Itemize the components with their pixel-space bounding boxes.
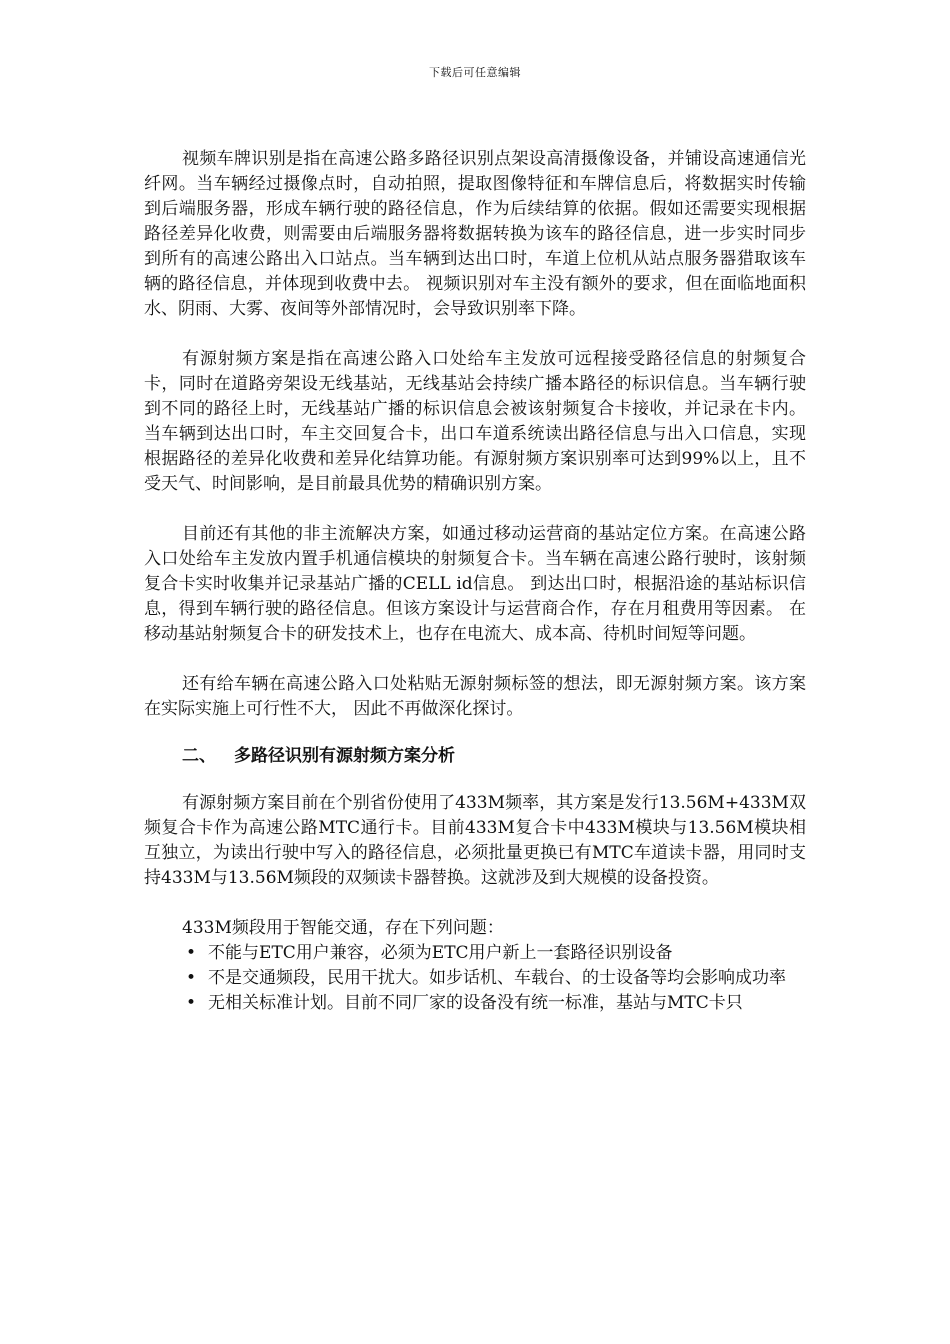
paragraph-433m-problems: 433M频段用于智能交通，存在下列问题：: [182, 918, 504, 938]
list-item: [144, 966, 806, 991]
list-item: [144, 991, 806, 1016]
list-item: [144, 941, 806, 966]
paragraph-other-solutions: 目前还有其他的非主流解决方案，如通过移动运营商的基站定位方案。在高速公路入口处给车主发放内置手机通信模块的射频复合卡。当车辆在高速公路行驶时，该射频复合卡实时收集并记录基站广播的CELL id信息。 到达出口时，根据沿途的基站标识信息，得到车辆行驶的路径信息。但该方案设计与运营商合作，存在月租费用等因素。 在移动基站射频复合卡的研发技术上，也存在电流大、成本高、待机时间短等问题。: [144, 524, 806, 644]
bullet-icon: •: [186, 968, 197, 988]
paragraph-passive-rf: 还有给车辆在高速公路入口处粘贴无源射频标签的想法，即无源射频方案。该方案在实际实施上可行性不大， 因此不再做深化探讨。: [144, 674, 806, 719]
paragraph-video-recognition: 视频车牌识别是指在高速公路多路径识别点架设高清摄像设备，并铺设高速通信光纤网。当车辆经过摄像点时，自动拍照，提取图像特征和车牌信息后，将数据实时传输到后端服务器，形成车辆行驶的路径信息，作为后续结算的依据。假如还需要实现根据路径差异化收费，则需要由后端服务器将数据转换为该车的路径信息，进一步实时同步到所有的高速公路出入口站点。当车辆到达出口时，车道上位机从站点服务器猎取该车辆的路径信息，并体现到收费中去。 视频识别对车主没有额外的要求，但在面临地面积水、阴雨、大雾、夜间等外部情况时，会导致识别率下降。: [144, 149, 806, 319]
paragraph-active-rf: 有源射频方案是指在高速公路入口处给车主发放可远程接受路径信息的射频复合卡，同时在道路旁架设无线基站，无线基站会持续广播本路径的标识信息。当车辆行驶到不同的路径上时，无线基站广播的标识信息会被该射频复合卡接收，并记录在卡内。当车辆到达出口时，车主交回复合卡，出口车道系统读出路径信息与出入口信息，实现根据路径的差异化收费和差异化结算功能。有源射频方案识别率可达到99%以上，且不受天气、时间影响，是目前最具优势的精确识别方案。: [144, 349, 806, 494]
bullet-icon: •: [186, 993, 197, 1013]
page-header: 下载后可任意编辑: [429, 66, 521, 79]
list-item-text: 无相关标准计划。目前不同厂家的设备没有统一标准，基站与MTC卡只: [208, 993, 743, 1013]
list-item-text: 不是交通频段，民用干扰大。如步话机、车载台、的士设备等均会影响成功率: [208, 968, 787, 988]
bullet-icon: •: [186, 943, 197, 963]
section-heading: [144, 744, 806, 769]
document-body: [144, 147, 806, 1016]
section-number: 二、: [182, 746, 216, 766]
paragraph-433m-scheme: 有源射频方案目前在个别省份使用了433M频率，其方案是发行13.56M+433M双频复合卡作为高速公路MTC通行卡。目前433M复合卡中433M模块与13.56M模块相互独立，为读出行驶中写入的路径信息，必须批量更换已有MTC车道读卡器，用同时支持433M与13.56M频段的双频读卡器替换。这就涉及到大规模的设备投资。: [144, 793, 806, 888]
list-item-text: 不能与ETC用户兼容，必须为ETC用户新上一套路径识别设备: [208, 943, 673, 963]
section-title: 多路径识别有源射频方案分析: [234, 746, 455, 766]
